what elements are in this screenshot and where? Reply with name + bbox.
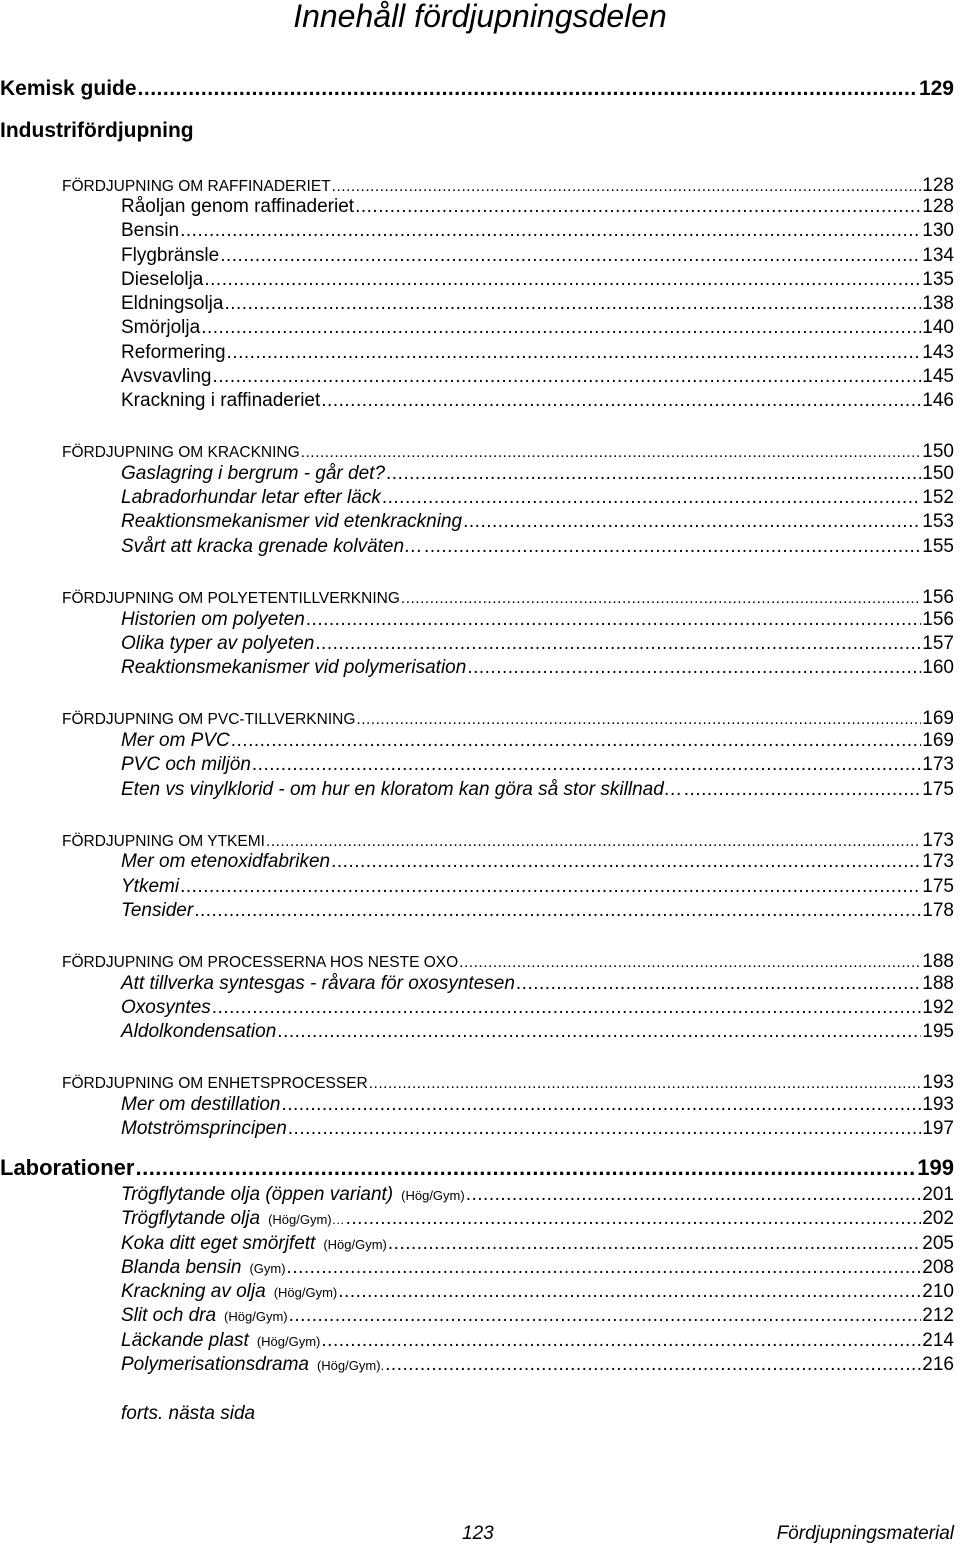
toc-note: (Hög/Gym). (316, 1358, 385, 1373)
toc-label: Reaktionsmekanismer vid polymerisation (121, 657, 467, 678)
toc-page: 178 (922, 900, 954, 921)
toc-entry[interactable] (121, 366, 954, 388)
toc-entry[interactable] (121, 657, 954, 679)
toc-page: 157 (922, 633, 954, 654)
toc-label: Kemisk guide (0, 77, 137, 100)
toc-page: 160 (922, 657, 954, 678)
toc-leader (301, 444, 922, 462)
toc-label: Tensider (121, 900, 194, 921)
toc-label: Reformering (121, 342, 226, 363)
toc-leader (463, 511, 921, 533)
toc-page: 199 (917, 1155, 954, 1180)
toc-entry[interactable] (121, 1208, 954, 1230)
toc-leader (289, 1305, 922, 1327)
toc-leader (281, 1094, 921, 1116)
toc-leader (252, 754, 921, 776)
toc-entry[interactable] (121, 220, 954, 242)
toc-label: FÖRDJUPNING OM YTKEMI (62, 833, 265, 850)
toc-entry[interactable] (121, 900, 954, 922)
toc-label: Trögflytande olja (öppen variant) (121, 1184, 394, 1205)
toc-entry[interactable] (121, 851, 954, 873)
toc-label: FÖRDJUPNING OM KRACKNING (62, 444, 300, 461)
toc-page: 195 (922, 1021, 954, 1042)
toc-page: 128 (922, 175, 954, 196)
toc-leader (385, 1354, 921, 1376)
toc-leader (332, 178, 922, 196)
toc-page: 155 (922, 536, 954, 557)
toc-leader (306, 609, 922, 631)
toc-leader (204, 269, 921, 291)
toc-leader (201, 317, 921, 339)
toc-entry[interactable] (121, 487, 954, 509)
toc-page: 175 (922, 779, 954, 800)
toc-entry[interactable] (121, 1281, 954, 1303)
toc-page: 143 (922, 342, 954, 363)
toc-label: FÖRDJUPNING OM PROCESSERNA HOS NESTE OXO (62, 954, 459, 971)
toc-page: 169 (922, 730, 954, 751)
toc-entry[interactable] (121, 1094, 954, 1116)
toc-page: 173 (922, 830, 954, 851)
toc-label: Mer om etenoxidfabriken (121, 851, 331, 872)
toc-leader (180, 220, 921, 242)
toc-leader (386, 463, 921, 485)
toc-label: Bensin (121, 220, 180, 241)
toc-leader (388, 1233, 921, 1255)
toc-page: 208 (922, 1257, 954, 1278)
toc-note: (Hög/Gym) (224, 1309, 288, 1324)
toc-leader (356, 711, 921, 729)
toc-entry[interactable] (121, 609, 954, 631)
toc-page: 192 (922, 997, 954, 1018)
toc-label: FÖRDJUPNING OM ENHETSPROCESSER (62, 1075, 368, 1092)
toc-page: 173 (922, 754, 954, 775)
toc-page: 197 (922, 1118, 954, 1139)
toc-section-raffinaderiet[interactable] (62, 175, 954, 197)
toc-leader (180, 876, 921, 898)
toc-note: (Hög/Gym) (256, 1334, 321, 1349)
toc-page: 134 (922, 245, 954, 266)
toc-page: 188 (922, 951, 954, 972)
toc-leader (346, 1208, 922, 1230)
toc-label: Flygbränsle (121, 245, 220, 266)
toc-leader (224, 293, 921, 315)
toc-leader (516, 973, 921, 995)
toc-label: Oxosyntes (121, 997, 211, 1018)
toc-leader (338, 1281, 921, 1303)
toc-entry[interactable] (121, 269, 954, 291)
toc-page: 193 (922, 1094, 954, 1115)
toc-label: Polymerisationsdrama (121, 1354, 309, 1375)
toc-leader (212, 997, 922, 1019)
toc-label: Eten vs vinylklorid - om hur en kloratom kan göra så stor skillnad… (121, 779, 683, 800)
toc-note: (Hög/Gym) (401, 1188, 465, 1203)
toc-page: 193 (922, 1072, 954, 1093)
toc-label: Smörjolja (121, 317, 201, 338)
toc-leader (227, 342, 922, 364)
toc-page: 135 (922, 269, 954, 290)
toc-label: Mer om destillation (121, 1094, 281, 1115)
toc-page: 201 (922, 1184, 954, 1205)
toc-page: 216 (922, 1354, 954, 1375)
toc-label: Blanda bensin (121, 1257, 242, 1278)
toc-label: Historien om polyeten (121, 609, 305, 630)
toc-leader (684, 779, 922, 801)
toc-entry[interactable] (121, 633, 954, 655)
toc-page: 169 (922, 708, 954, 729)
toc-label: Labradorhundar letar efter läck (121, 487, 381, 508)
toc-leader (459, 954, 921, 972)
toc-entry[interactable] (121, 1257, 954, 1279)
toc-leader (331, 851, 921, 873)
toc-label: FÖRDJUPNING OM POLYETENTILLVERKNING (62, 590, 400, 607)
footer-page-number: 123 (462, 1523, 494, 1544)
toc-label: Svårt att kracka grenade kolväten… (121, 536, 424, 557)
toc-label: PVC och miljön (121, 754, 251, 775)
toc-label: Dieselolja (121, 269, 204, 290)
toc-page: 138 (922, 293, 954, 314)
toc-label: Aldolkondensation (121, 1021, 277, 1042)
toc-leader (212, 366, 921, 388)
toc-entry[interactable] (121, 293, 954, 315)
toc-entry[interactable] (121, 317, 954, 339)
toc-entry[interactable] (121, 1354, 954, 1376)
toc-leader (467, 657, 921, 679)
toc-leader (321, 390, 921, 412)
toc-page: 210 (922, 1281, 954, 1302)
toc-note: (Hög/Gym) (323, 1237, 387, 1252)
toc-leader (287, 1257, 922, 1279)
toc-label: Olika typer av polyeten (121, 633, 315, 654)
toc-page: 140 (922, 317, 954, 338)
toc-label: FÖRDJUPNING OM PVC-TILLVERKNING (62, 711, 356, 728)
toc-entry[interactable] (121, 342, 954, 364)
toc-label: Läckande plast (121, 1330, 249, 1351)
toc-label: Eldningsolja (121, 293, 224, 314)
toc-label: Avsvavling (121, 366, 212, 387)
toc-entry[interactable] (121, 463, 954, 485)
toc-entry[interactable] (121, 196, 954, 218)
toc-page: 145 (922, 366, 954, 387)
toc-leader (135, 1155, 916, 1181)
continued-note: forts. nästa sida (121, 1403, 256, 1424)
toc-label: FÖRDJUPNING OM RAFFINADERIET (62, 178, 331, 195)
toc-page: 146 (922, 390, 954, 411)
toc-label: Reaktionsmekanismer vid etenkrackning (121, 511, 463, 532)
toc-section-enhetsprocesser[interactable] (62, 1072, 954, 1094)
toc-entry-kemisk-guide[interactable] (0, 77, 954, 101)
toc-leader (277, 1021, 921, 1043)
toc-leader (355, 196, 921, 218)
toc-entry[interactable] (121, 1233, 954, 1255)
toc-leader (401, 590, 921, 608)
toc-label: Krackning av olja (121, 1281, 266, 1302)
toc-page: 150 (922, 463, 954, 484)
page-title: Innehåll fördjupningsdelen (293, 0, 667, 34)
toc-leader (231, 730, 922, 752)
toc-leader (321, 1330, 921, 1352)
toc-page: 214 (922, 1330, 954, 1351)
toc-page: 175 (922, 876, 954, 897)
toc-label: Motströmsprincipen (121, 1118, 287, 1139)
toc-label: Slit och dra (121, 1305, 217, 1326)
toc-page: 205 (922, 1233, 954, 1254)
toc-label: Att tillverka syntesgas - råvara för oxosyntesen (121, 973, 515, 994)
toc-leader (138, 77, 918, 101)
toc-note: (Hög/Gym)… (268, 1212, 345, 1227)
toc-section-polyetentillverkning[interactable] (62, 587, 954, 609)
toc-section-pvc-tillverkning[interactable] (62, 708, 954, 730)
toc-page: 188 (922, 973, 954, 994)
toc-entry[interactable] (121, 997, 954, 1019)
toc-heading-industrifordjupning: Industrifördjupning (0, 119, 194, 142)
toc-leader (382, 487, 921, 509)
toc-page: 153 (922, 511, 954, 532)
toc-label: Råoljan genom raffinaderiet (121, 196, 355, 217)
toc-entry[interactable] (121, 245, 954, 267)
toc-leader (194, 900, 921, 922)
toc-label: Krackning i raffinaderiet (121, 390, 321, 411)
toc-entry-laborationer[interactable] (0, 1155, 954, 1181)
toc-page: 202 (922, 1208, 954, 1229)
toc-entry[interactable] (121, 536, 954, 558)
toc-page: 173 (922, 851, 954, 872)
toc-page: 129 (918, 77, 954, 100)
toc-page: 156 (922, 609, 954, 630)
toc-entry[interactable] (121, 730, 954, 752)
toc-entry[interactable] (121, 779, 954, 801)
toc-page: 212 (922, 1305, 954, 1326)
toc-entry[interactable] (121, 1021, 954, 1043)
toc-label: Koka ditt eget smörjfett (121, 1233, 316, 1254)
toc-entry[interactable] (121, 973, 954, 995)
toc-entry[interactable] (121, 1305, 954, 1327)
toc-entry[interactable] (121, 1118, 954, 1140)
toc-leader (220, 245, 921, 267)
toc-leader (466, 1184, 922, 1206)
toc-label: Ytkemi (121, 876, 180, 897)
toc-leader (315, 633, 921, 655)
toc-leader (424, 536, 921, 558)
toc-note: (Hög/Gym) (273, 1285, 338, 1300)
toc-page: 152 (922, 487, 954, 508)
toc-label: Trögflytande olja (121, 1208, 261, 1229)
toc-page: 150 (922, 441, 954, 462)
toc-entry[interactable] (121, 754, 954, 776)
toc-leader (369, 1075, 922, 1093)
footer-label: Fördjupningsmaterial (776, 1523, 954, 1544)
toc-page: 130 (922, 220, 954, 241)
toc-entry[interactable] (121, 1330, 954, 1352)
toc-entry[interactable] (121, 876, 954, 898)
toc-section-neste-oxo[interactable] (62, 951, 954, 973)
toc-section-ytkemi[interactable] (62, 830, 954, 852)
toc-page: 128 (922, 196, 954, 217)
toc-leader (266, 833, 921, 851)
toc-note: (Gym) (249, 1261, 286, 1276)
toc-label: Mer om PVC (121, 730, 230, 751)
toc-label: Gaslagring i bergrum - går det? (121, 463, 386, 484)
toc-entry[interactable] (121, 1184, 954, 1206)
toc-entry[interactable] (121, 390, 954, 412)
toc-label: Laborationer (0, 1155, 135, 1180)
toc-page: 156 (922, 587, 954, 608)
toc-leader (288, 1118, 922, 1140)
toc-section-krackning[interactable] (62, 441, 954, 463)
toc-entry[interactable] (121, 511, 954, 533)
